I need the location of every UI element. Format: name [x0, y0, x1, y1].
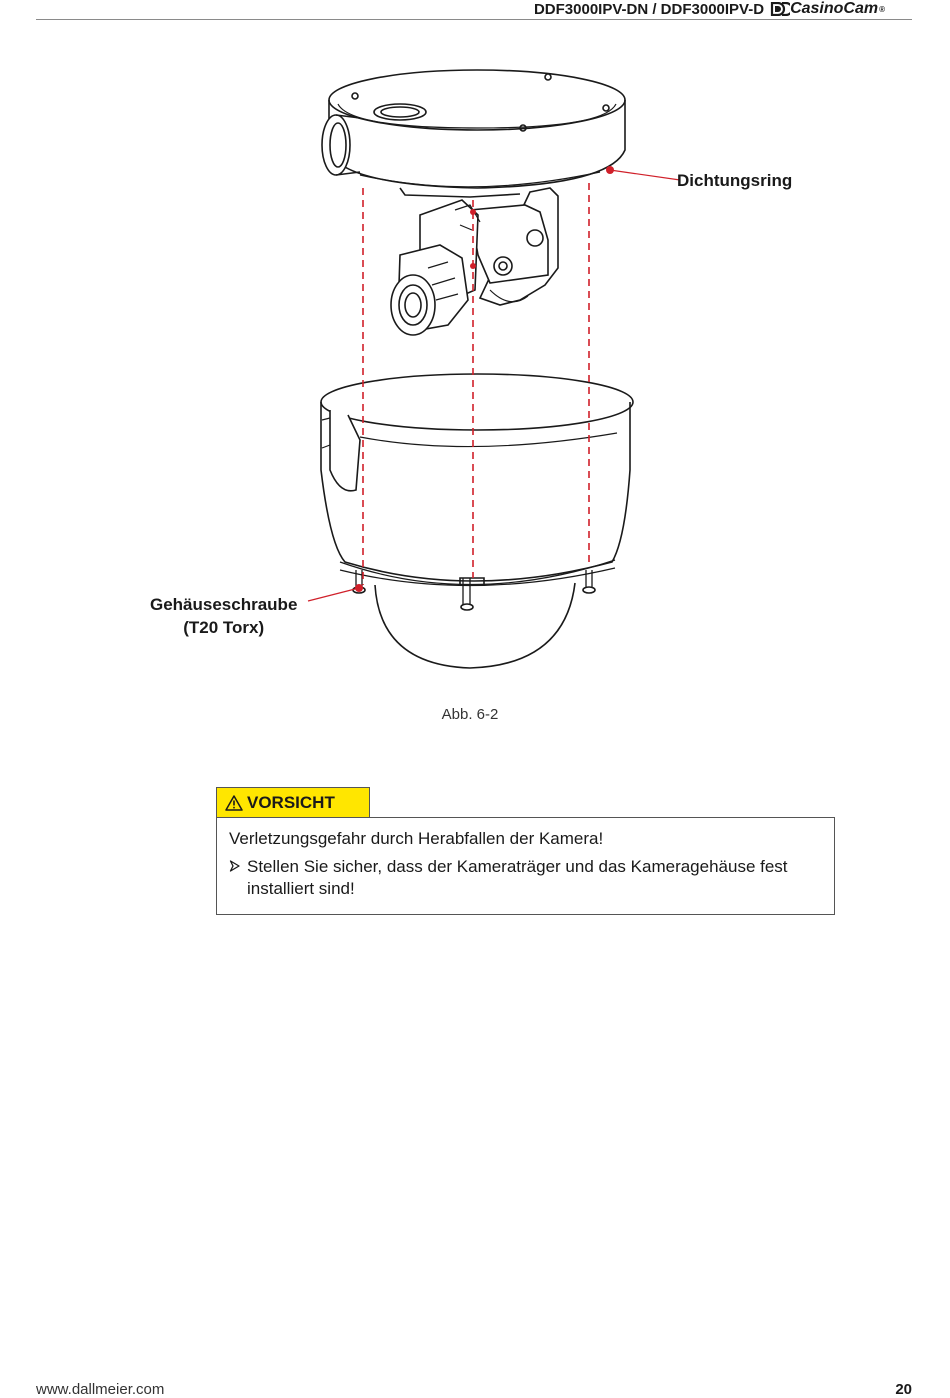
warning-triangle-icon	[225, 795, 243, 811]
header-models: DDF3000IPV-DN / DDF3000IPV-D	[533, 0, 765, 18]
page-header	[36, 0, 912, 20]
header-title	[534, 0, 885, 18]
callout-housing-screw-line2: (T20 Torx)	[183, 618, 265, 637]
callout-housing-screw-line1: Gehäuseschraube	[150, 595, 298, 614]
callout-sealing-ring: Dichtungsring	[677, 171, 793, 190]
warning-body	[216, 817, 835, 915]
warning-header	[216, 787, 370, 817]
warning-bullet-text: Stellen Sie sicher, dass der Kameraträger und das Kameragehäuse fest installiert sind!	[247, 857, 788, 898]
warning-bullet	[229, 856, 822, 900]
dallmeier-logo-icon	[770, 2, 790, 16]
warning-text: Verletzungsgefahr durch Herabfallen der Kamera!	[229, 829, 604, 848]
arrow-bullet-icon	[229, 856, 247, 900]
mounting-base	[322, 70, 625, 197]
dome-camera-exploded-illustration	[0, 40, 950, 700]
warning-title: VORSICHT	[247, 792, 335, 812]
page-number: 20	[895, 1381, 912, 1398]
dome-housing	[321, 374, 633, 668]
footer-url: www.dallmeier.com	[36, 1381, 165, 1398]
brand-registered-mark: ®	[879, 4, 885, 14]
callout-housing-screw	[150, 593, 297, 639]
brand-name: CasinoCam	[790, 0, 879, 17]
brand-logo	[770, 0, 885, 18]
figure-caption: Abb. 6-2	[441, 706, 499, 723]
